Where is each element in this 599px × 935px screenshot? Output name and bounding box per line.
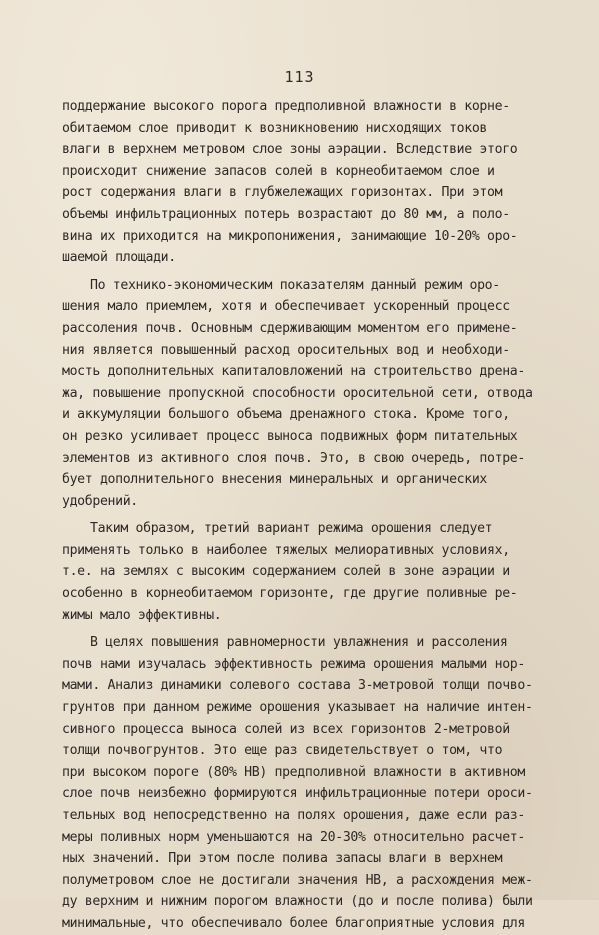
text-line: происходит снижение запасов солей в корнеобитаемом слое и — [62, 163, 495, 179]
text-line: вина их приходится на микропонижения, занимающие 10-20% оро- — [62, 228, 518, 244]
text-line: поддержание высокого порога предполивной влажности в корне- — [62, 99, 510, 114]
paragraph — [62, 275, 544, 513]
text-line: ных значений. При этом после полива запасы влаги в верхнем — [62, 851, 503, 867]
paragraph — [62, 518, 544, 626]
text-line: рост содержания влаги в глубжележащих горизонтах. При этом — [62, 185, 503, 201]
text-line: удобрений. — [62, 493, 138, 509]
text-line: Таким образом, третий вариант режима орошения следует — [90, 521, 493, 537]
text-line: шения мало приемлем, хотя и обеспечивает ускоренный процесс — [62, 299, 510, 315]
text-line: ния является повышенный расход оросительных вод и необходи- — [62, 342, 510, 358]
text-line: В целях повышения равномерности увлажнения и рассоления — [90, 635, 508, 651]
text-line: элементов из активного слоя почв. Это, в свою очередь, потре- — [62, 450, 525, 466]
text-line: мость дополнительных капиталовложений на строительство дрена- — [62, 364, 525, 380]
page-number: 113 — [284, 68, 315, 86]
text-line: жа, повышение пропускной способности оросительной сети, отвода — [62, 385, 533, 401]
text-line: влаги в верхнем метровом слое зоны аэрации. Вследствие этого — [62, 142, 518, 158]
text-line: при высоком пороге (80% НВ) предполивной влажности в активном — [62, 764, 525, 780]
text-line: тельных вод непосредственно на полях орошения, даже если раз- — [62, 808, 525, 823]
text-line: грунтов при данном режиме орошения указывает на наличие интен- — [62, 700, 533, 716]
text-line: шаемой площади. — [62, 250, 176, 266]
text-line: бует дополнительного внесения минеральных и органических — [62, 472, 488, 488]
text-line: По технико-экономическим показателям данный режим оро- — [90, 277, 500, 293]
text-line: толщи почвогрунтов. Это еще раз свидетельствует о том, что — [62, 743, 503, 759]
text-line: применять только в наиболее тяжелых мелиоративных условиях, — [62, 542, 510, 558]
text-line: полуметровом слое не достигали значения НВ, а расхождения меж- — [62, 872, 533, 888]
text-line: особенно в корнеобитаемом горизонте, где другие поливные ре- — [62, 586, 518, 602]
paragraph — [62, 632, 544, 934]
text-line: ду верхним и нижним порогом влажности (до и после полива) были — [62, 894, 533, 910]
text-line: почв нами изучалась эффективность режима орошения малыми нор- — [62, 656, 525, 672]
text-line: рассоления почв. Основным сдерживающим моментом его примене- — [62, 320, 518, 336]
text-line: объемы инфильтрационных потерь возрастают до 80 мм, а поло- — [62, 206, 510, 222]
text-line: меры поливных норм уменьшаются на 20-30% относительно расчет- — [62, 829, 525, 845]
body-text — [62, 96, 544, 935]
text-line: и аккумуляции большого объема дренажного стока. Кроме того, — [62, 407, 510, 423]
text-line: он резко усиливает процесс выноса подвижных форм питательных — [62, 428, 518, 444]
text-line: слое почв неизбежно формируются инфильтрационные потери ороси- — [62, 786, 533, 802]
text-line: минимальные, что обеспечивало более благоприятные условия для — [62, 915, 525, 931]
text-line: мами. Анализ динамики солевого состава 3-метровой толщи почво- — [62, 678, 533, 694]
text-line: т.е. на землях с высоким содержанием солей в зоне аэрации и — [62, 564, 510, 580]
paragraph — [62, 96, 544, 269]
text-line: сивного процесса выноса солей из всех горизонтов 2-метровой — [62, 721, 510, 737]
text-line: жимы мало эффективны. — [62, 607, 222, 623]
text-line: обитаемом слое приводит к возникновению нисходящих токов — [62, 120, 488, 136]
